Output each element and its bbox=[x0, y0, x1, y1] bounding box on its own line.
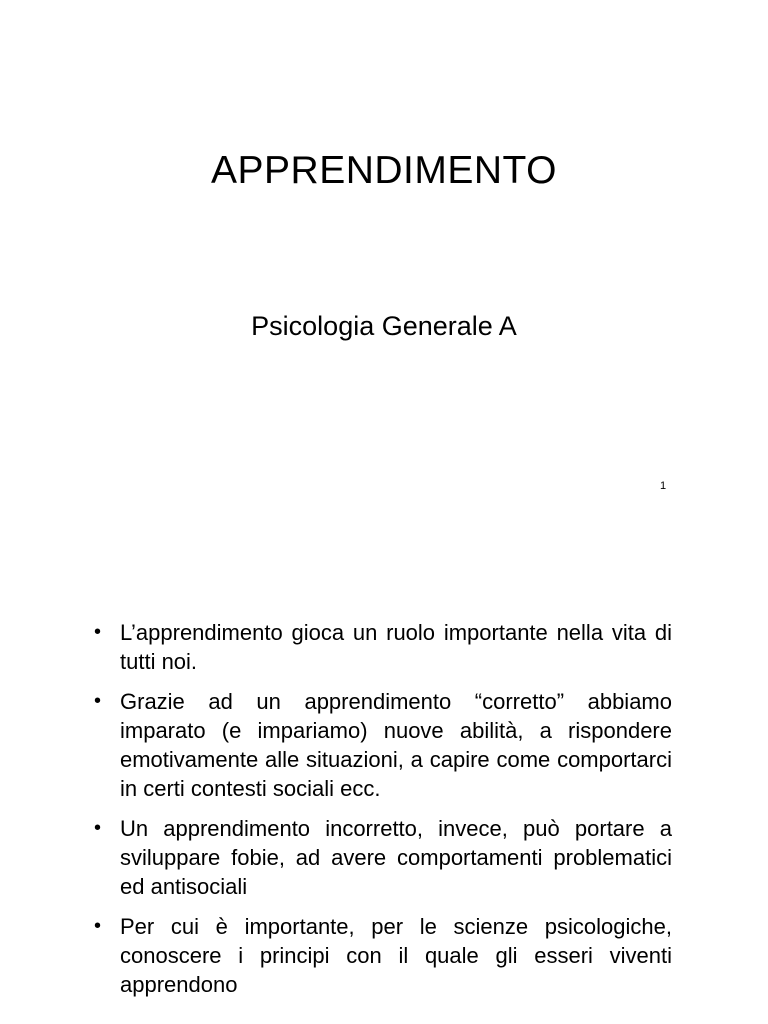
list-item bbox=[94, 618, 672, 676]
bullet-icon: • bbox=[94, 817, 102, 839]
bullet-list bbox=[94, 618, 672, 1010]
bullet-text: Grazie ad un apprendimento “corretto” abbiamo imparato (e impariamo) nuove abilità, a rispondere emotivamente alle situazioni, a capire come comportarci in certi contesti sociali ecc. bbox=[120, 689, 672, 801]
bullet-icon: • bbox=[94, 621, 102, 643]
bullet-text: Per cui è importante, per le scienze psicologiche, conoscere i principi con il quale gli esseri viventi apprendono bbox=[120, 914, 672, 997]
bullet-text: L’apprendimento gioca un ruolo importante nella vita di tutti noi. bbox=[120, 620, 672, 674]
slide-content-page bbox=[0, 575, 768, 1024]
bullet-icon: • bbox=[94, 690, 102, 712]
list-item bbox=[94, 814, 672, 901]
bullet-icon: • bbox=[94, 915, 102, 937]
slide-title: APPRENDIMENTO bbox=[211, 149, 557, 192]
slide-subtitle: Psicologia Generale A bbox=[251, 311, 517, 341]
page-number: 1 bbox=[660, 480, 667, 492]
list-item bbox=[94, 687, 672, 803]
bullet-text: Un apprendimento incorretto, invece, può portare a sviluppare fobie, ad avere comportamenti problematici ed antisociali bbox=[120, 816, 672, 899]
list-item bbox=[94, 912, 672, 999]
